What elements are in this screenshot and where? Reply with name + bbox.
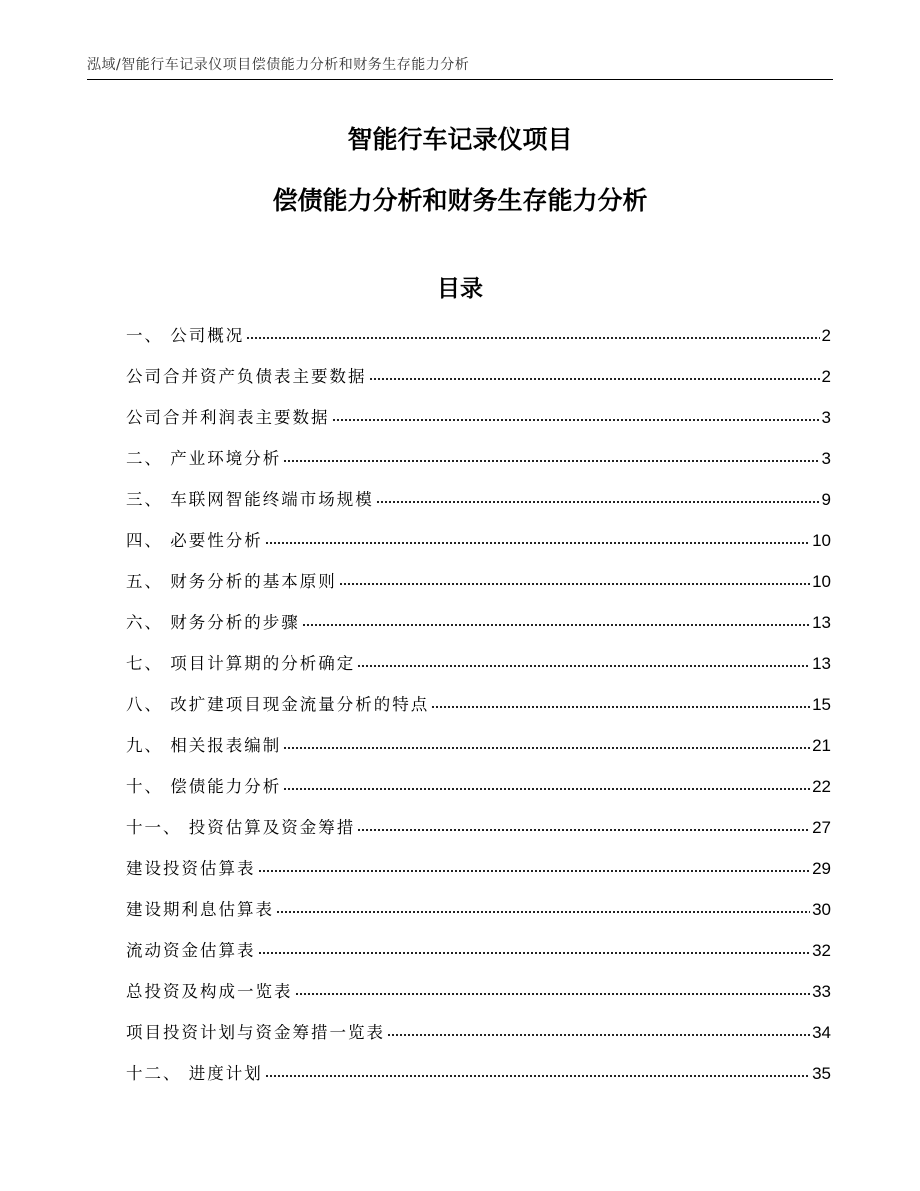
toc-entry[interactable] xyxy=(126,486,831,527)
toc-entry[interactable] xyxy=(126,814,831,855)
toc-entry-page-number: 10 xyxy=(812,531,831,550)
document-title-line2: 偿债能力分析和财务生存能力分析 xyxy=(272,186,648,215)
toc-entry-label: 公司合并利润表主要数据 xyxy=(126,408,330,427)
toc-entry-page-number: 13 xyxy=(812,613,831,632)
toc-entry-label: 流动资金估算表 xyxy=(126,941,256,960)
toc-entry[interactable] xyxy=(126,445,831,486)
toc-entry[interactable] xyxy=(126,322,831,363)
toc-dot-leader xyxy=(258,950,811,956)
toc-entry-label: 二、 产业环境分析 xyxy=(126,449,282,468)
toc-entry-label: 六、 财务分析的步骤 xyxy=(126,613,300,632)
toc-entry[interactable] xyxy=(126,773,831,814)
toc-entry-label: 建设投资估算表 xyxy=(126,859,256,878)
toc-dot-leader xyxy=(357,663,810,669)
toc-entry-label: 九、 相关报表编制 xyxy=(126,736,282,755)
toc-entry-page-number: 34 xyxy=(812,1023,831,1042)
toc-entry-label: 十、 偿债能力分析 xyxy=(126,777,282,796)
toc-entry-page-number: 15 xyxy=(812,695,831,714)
toc-entry[interactable] xyxy=(126,1060,831,1101)
toc-entry-page-number: 3 xyxy=(821,408,831,427)
toc-dot-leader xyxy=(332,417,820,423)
toc-dot-leader xyxy=(283,458,819,464)
toc-dot-leader xyxy=(295,991,811,997)
toc-entry[interactable] xyxy=(126,363,831,404)
running-header: 泓域/智能行车记录仪项目偿债能力分析和财务生存能力分析 xyxy=(87,57,470,73)
toc-dot-leader xyxy=(258,868,811,874)
toc-entry-label: 建设期利息估算表 xyxy=(126,900,274,919)
toc-entry[interactable] xyxy=(126,650,831,691)
toc-entry[interactable] xyxy=(126,568,831,609)
toc-entry-page-number: 35 xyxy=(812,1064,831,1083)
toc-entry-page-number: 33 xyxy=(812,982,831,1001)
toc-entry[interactable] xyxy=(126,691,831,732)
toc-entry-label: 公司合并资产负债表主要数据 xyxy=(126,367,367,386)
header-divider xyxy=(87,79,833,80)
toc-dot-leader xyxy=(265,1073,810,1079)
toc-entry-label: 四、 必要性分析 xyxy=(126,531,263,550)
toc-dot-leader xyxy=(357,827,810,833)
toc-entry[interactable] xyxy=(126,937,831,978)
toc-entry-label: 七、 项目计算期的分析确定 xyxy=(126,654,356,673)
toc-entry[interactable] xyxy=(126,609,831,650)
toc-entry-page-number: 2 xyxy=(821,326,831,345)
toc-heading: 目录 xyxy=(437,276,483,302)
toc-entry-label: 总投资及构成一览表 xyxy=(126,982,293,1001)
toc-dot-leader xyxy=(369,376,820,382)
toc-dot-leader xyxy=(302,622,810,628)
toc-entry-label: 十一、 投资估算及资金筹措 xyxy=(126,818,356,837)
toc-dot-leader xyxy=(339,581,810,587)
toc-dot-leader xyxy=(276,909,810,915)
toc-entry[interactable] xyxy=(126,1019,831,1060)
toc-entry[interactable] xyxy=(126,527,831,568)
toc-entry[interactable] xyxy=(126,732,831,773)
toc-entry-page-number: 21 xyxy=(812,736,831,755)
toc-entry-page-number: 13 xyxy=(812,654,831,673)
toc-entry-label: 五、 财务分析的基本原则 xyxy=(126,572,337,591)
toc-entry[interactable] xyxy=(126,978,831,1019)
toc-entry-page-number: 32 xyxy=(812,941,831,960)
table-of-contents xyxy=(126,322,831,1101)
toc-entry-page-number: 3 xyxy=(821,449,831,468)
toc-dot-leader xyxy=(283,745,810,751)
toc-entry-label: 一、 公司概况 xyxy=(126,326,245,345)
toc-dot-leader xyxy=(387,1032,810,1038)
toc-entry[interactable] xyxy=(126,404,831,445)
toc-entry-page-number: 30 xyxy=(812,900,831,919)
toc-dot-leader xyxy=(431,704,810,710)
toc-entry-page-number: 9 xyxy=(821,490,831,509)
toc-entry-label: 三、 车联网智能终端市场规模 xyxy=(126,490,374,509)
toc-entry-page-number: 22 xyxy=(812,777,831,796)
document-title-line1: 智能行车记录仪项目 xyxy=(347,125,573,154)
toc-entry[interactable] xyxy=(126,896,831,937)
toc-entry-page-number: 2 xyxy=(821,367,831,386)
toc-entry-label: 八、 改扩建项目现金流量分析的特点 xyxy=(126,695,430,714)
toc-dot-leader xyxy=(265,540,810,546)
toc-entry-page-number: 29 xyxy=(812,859,831,878)
toc-dot-leader xyxy=(246,335,819,341)
toc-entry-page-number: 27 xyxy=(812,818,831,837)
toc-entry-page-number: 10 xyxy=(812,572,831,591)
toc-entry[interactable] xyxy=(126,855,831,896)
toc-entry-label: 十二、 进度计划 xyxy=(126,1064,263,1083)
toc-dot-leader xyxy=(376,499,820,505)
toc-dot-leader xyxy=(283,786,810,792)
toc-entry-label: 项目投资计划与资金筹措一览表 xyxy=(126,1023,385,1042)
